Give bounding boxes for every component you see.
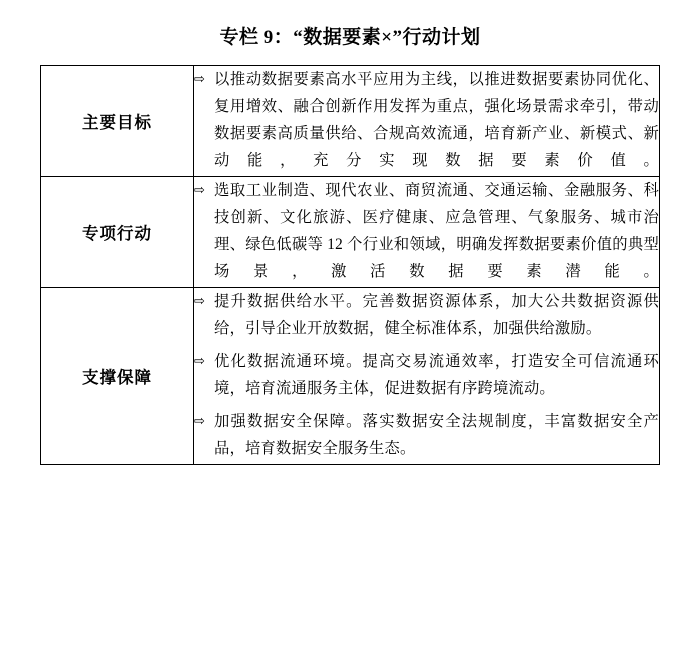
list-item-text: 提升数据供给水平。完善数据资源体系，加大公共数据资源供给，引导企业开放数据，健全标准体系，加强供给激励。 bbox=[214, 293, 659, 337]
list-item bbox=[194, 348, 659, 402]
row-content-support-guarantee bbox=[194, 288, 660, 465]
table-row bbox=[41, 177, 660, 288]
arrow-bullet-icon: ⇨ bbox=[194, 183, 205, 198]
list-item bbox=[194, 66, 659, 174]
document-page bbox=[0, 22, 700, 658]
feature-box-table bbox=[40, 65, 660, 465]
list-item bbox=[194, 288, 659, 342]
table-row bbox=[41, 288, 660, 465]
list-item bbox=[194, 408, 659, 462]
table-row bbox=[41, 66, 660, 177]
list-item bbox=[194, 177, 659, 285]
list-item-text: 加强数据安全保障。落实数据安全法规制度，丰富数据安全产品，培育数据安全服务生态。 bbox=[214, 413, 659, 457]
list-item-text: 优化数据流通环境。提高交易流通效率，打造安全可信流通环境，培育流通服务主体，促进数据有序跨境流动。 bbox=[214, 353, 659, 397]
page-title: 专栏 9：“数据要素×”行动计划 bbox=[219, 27, 481, 48]
row-content-main-goals bbox=[194, 66, 660, 177]
arrow-bullet-icon: ⇨ bbox=[194, 294, 205, 309]
arrow-bullet-icon: ⇨ bbox=[194, 414, 205, 429]
row-label-support-guarantee: 支撑保障 bbox=[41, 288, 194, 465]
row-label-main-goals: 主要目标 bbox=[41, 66, 194, 177]
row-content-special-actions bbox=[194, 177, 660, 288]
row-label-special-actions: 专项行动 bbox=[41, 177, 194, 288]
list-item-text: 以推动数据要素高水平应用为主线，以推进数据要素协同优化、复用增效、融合创新作用发挥为重点，强化场景需求牵引，带动数据要素高质量供给、合规高效流通，培育新产业、新模式、新动能，充分实现数据要素价值。 bbox=[214, 71, 659, 169]
arrow-bullet-icon: ⇨ bbox=[194, 354, 205, 369]
arrow-bullet-icon: ⇨ bbox=[194, 72, 205, 87]
list-item-text: 选取工业制造、现代农业、商贸流通、交通运输、金融服务、科技创新、文化旅游、医疗健康、应急管理、气象服务、城市治理、绿色低碳等 12 个行业和领域，明确发挥数据要素价值的典型场景，激活数据要素潜能。 bbox=[214, 182, 659, 280]
